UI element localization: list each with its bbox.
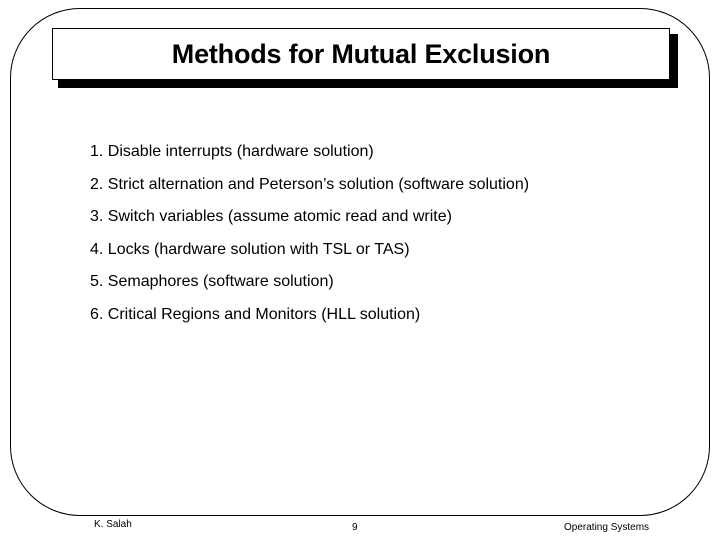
footer-page-number: 9 <box>352 522 358 533</box>
title-box <box>52 28 670 80</box>
list-item: 5. Semaphores (software solution) <box>90 273 334 290</box>
list-item: 4. Locks (hardware solution with TSL or TAS) <box>90 240 410 258</box>
method-list <box>90 140 529 335</box>
footer-course: Operating Systems <box>564 522 650 533</box>
list-item: 2. Strict alternation and Peterson’s solution (software solution) <box>90 175 530 193</box>
list-item: 6. Critical Regions and Monitors (HLL solution) <box>90 305 421 323</box>
list-item: 1. Disable interrupts (hardware solution) <box>90 143 374 160</box>
slide-title: Methods for Mutual Exclusion <box>171 38 551 69</box>
list-item: 3. Switch variables (assume atomic read and write) <box>90 208 452 225</box>
footer-author: K. Salah <box>94 519 132 530</box>
